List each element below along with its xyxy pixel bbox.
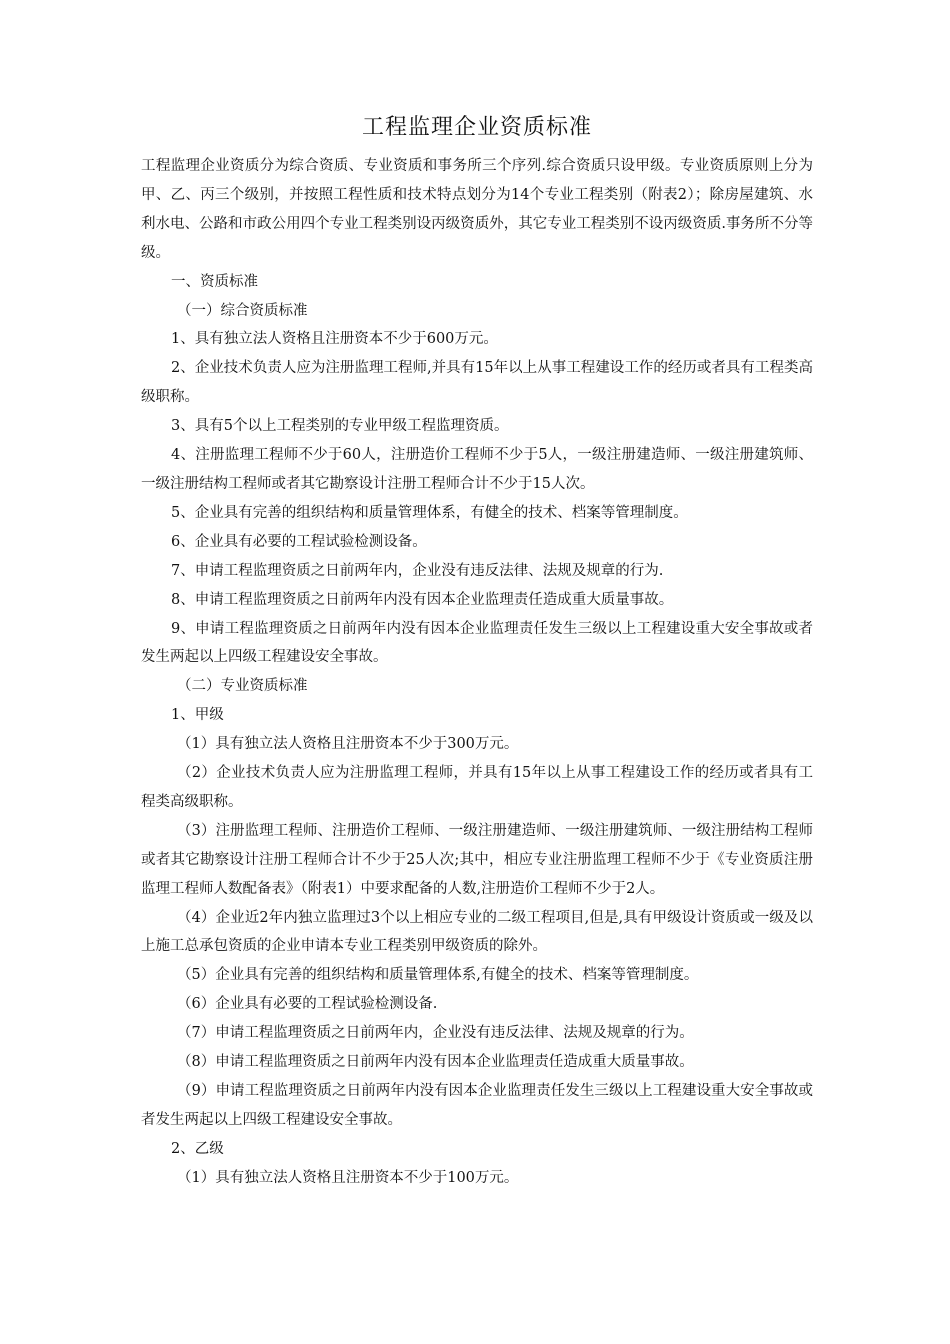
subsection-heading-professional: （二）专业资质标准 — [177, 678, 308, 695]
list-item: 9、申请工程监理资质之日前两年内没有因本企业监理责任发生三级以上工程建设重大安全事故或者发生两起以上四级工程建设安全事故。 — [141, 620, 813, 666]
list-item: （7）申请工程监理资质之日前两年内，企业没有违反法律、法规及规章的行为。 — [177, 1025, 694, 1042]
list-item: 8、申请工程监理资质之日前两年内没有因本企业监理责任造成重大质量事故。 — [171, 591, 674, 608]
list-item: （5）企业具有完善的组织结构和质量管理体系,有健全的技术、档案等管理制度。 — [177, 967, 699, 984]
list-item: （4）企业近2年内独立监理过3个以上相应专业的二级工程项目,但是,具有甲级设计资质或一级及以上施工总承包资质的企业申请本专业工程类别甲级资质的除外。 — [141, 909, 813, 955]
list-item: （3）注册监理工程师、注册造价工程师、一级注册建造师、一级注册建筑师、一级注册结构工程师或者其它勘察设计注册工程师合计不少于25人次;其中，相应专业注册监理工程师不少于《专业资质注册监理工程师人数配备表》（附表1）中要求配备的人数,注册造价工程师不少于2人。 — [141, 822, 813, 897]
list-item: 6、企业具有必要的工程试验检测设备。 — [171, 533, 427, 550]
list-item: （8）申请工程监理资质之日前两年内没有因本企业监理责任造成重大质量事故。 — [177, 1054, 694, 1071]
list-item: （1）具有独立法人资格且注册资本不少于300万元。 — [177, 736, 519, 753]
list-item: 3、具有5个以上工程类别的专业甲级工程监理资质。 — [171, 418, 509, 435]
section-heading-qualification-standards: 一、资质标准 — [171, 273, 258, 290]
list-item: （1）具有独立法人资格且注册资本不少于100万元。 — [177, 1169, 519, 1186]
list-item: 2、企业技术负责人应为注册监理工程师,并具有15年以上从事工程建设工作的经历或者具有工程类高级职称。 — [141, 360, 813, 406]
list-item: （6）企业具有必要的工程试验检测设备. — [177, 996, 438, 1013]
grade-heading-b: 2、乙级 — [171, 1140, 224, 1157]
document-page — [141, 108, 813, 1193]
list-item: 7、申请工程监理资质之日前两年内，企业没有违反法律、法规及规章的行为. — [171, 562, 664, 579]
list-item: （2）企业技术负责人应为注册监理工程师，并具有15年以上从事工程建设工作的经历或者具有工程类高级职称。 — [141, 765, 813, 810]
document-title: 工程监理企业资质标准 — [361, 115, 592, 140]
intro-paragraph: 工程监理企业资质分为综合资质、专业资质和事务所三个序列.综合资质只设甲级。专业资质原则上分为甲、乙、丙三个级别，并按照工程性质和技术特点划分为14个专业工程类别（附表2）；除房屋建筑、水利水电、公路和市政公用四个专业工程类别设丙级资质外，其它专业工程类别不设丙级资质.事务所不分等级。 — [141, 158, 813, 261]
subsection-heading-comprehensive: （一）综合资质标准 — [177, 302, 308, 319]
list-item: 4、注册监理工程师不少于60人，注册造价工程师不少于5人，一级注册建造师、一级注册建筑师、一级注册结构工程师或者其它勘察设计注册工程师合计不少于15人次。 — [141, 447, 813, 492]
list-item: （9）申请工程监理资质之日前两年内没有因本企业监理责任发生三级以上工程建设重大安全事故或者发生两起以上四级工程建设安全事故。 — [141, 1083, 813, 1128]
list-item: 5、企业具有完善的组织结构和质量管理体系，有健全的技术、档案等管理制度。 — [171, 504, 688, 521]
grade-heading-a: 1、甲级 — [171, 707, 224, 724]
list-item: 1、具有独立法人资格且注册资本不少于600万元。 — [171, 331, 498, 348]
